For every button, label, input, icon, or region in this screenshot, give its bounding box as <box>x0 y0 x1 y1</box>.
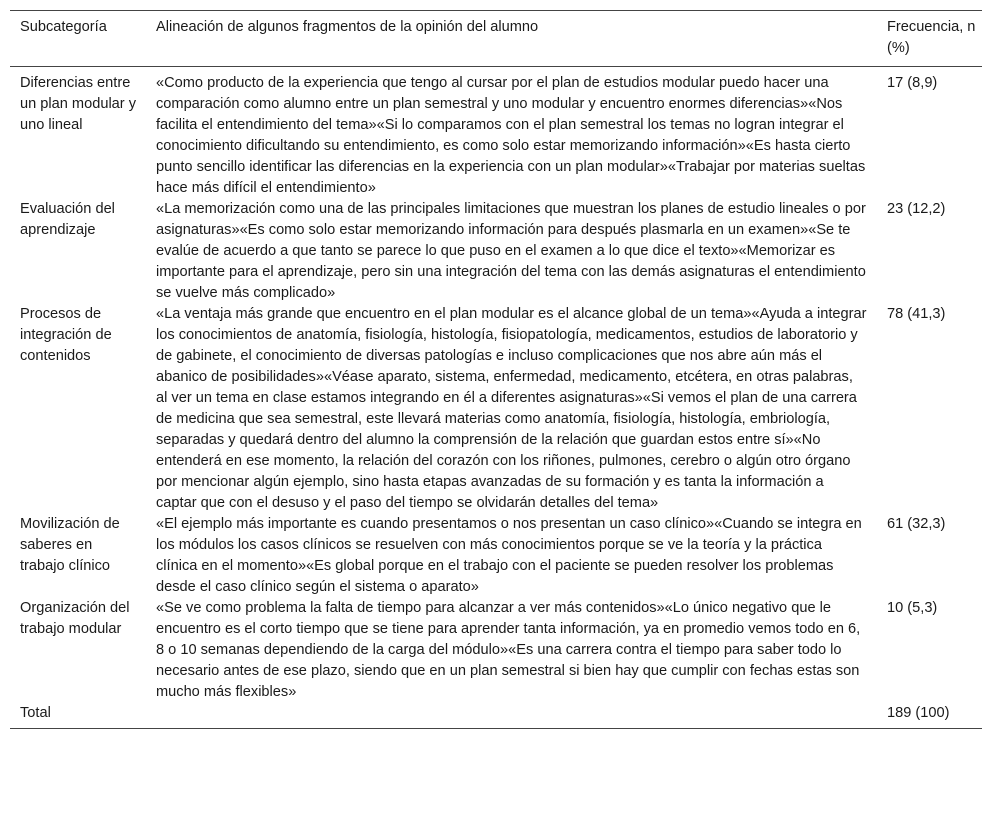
subcategory-cell: Movilización de saberes en trabajo clínico <box>20 516 120 574</box>
table-body <box>10 67 982 729</box>
total-frequency: 189 (100) <box>887 705 950 721</box>
fragments-cell: «Como producto de la experiencia que tengo al cursar por el plan de estudios modular puedo hacer una comparación como alumno entre un plan semestral y uno modular y encuentro enormes diferencias»«Nos facilita el entendimiento del tema»«Si lo comparamos con el plan semestral los temas no logran integrar el conocimiento dificultando su entendimiento, es como solo estar memorizando información»«Es hasta cierto punto sencillo identificar las diferencias en la experiencia con un plan modular»«Trabajar por materias sueltas hace más difícil el entendimiento» <box>156 75 866 196</box>
table-header <box>10 11 982 67</box>
table-row <box>10 67 982 200</box>
subcategory-cell: Procesos de integración de contenidos <box>20 306 112 364</box>
frequency-cell: 17 (8,9) <box>887 75 938 91</box>
frequency-cell: 10 (5,3) <box>887 600 938 616</box>
subcategory-cell: Organización del trabajo modular <box>20 600 130 637</box>
table-row <box>10 514 982 598</box>
fragments-cell: «El ejemplo más importante es cuando presentamos o nos presentan un caso clínico»«Cuando se integra en los módulos los casos clínicos se resuelven con más conocimientos porque se ve la teoría y la práctica clínica en el momento»«Es global porque en el trabajo con el paciente se pueden resolver los problemas desde el caso clínico según el sistema o aparato» <box>156 516 862 595</box>
frequency-cell: 78 (41,3) <box>887 306 946 322</box>
total-row <box>10 703 982 729</box>
frequency-cell: 23 (12,2) <box>887 201 946 217</box>
opinion-table <box>10 10 982 729</box>
fragments-cell: «Se ve como problema la falta de tiempo para alcanzar a ver más contenidos»«Lo único negativo que le encuentro es el corto tiempo que se tiene para aprender tanta información, ya en promedio vemos todo en 6, 8 o 10 semanas dependiendo de la carga del módulo»«Es una carrera contra el tiempo para saber todo lo necesario antes de ese plazo, siendo que en un plan semestral si bien hay que cumplir con fechas estas son mucho más flexibles» <box>156 600 861 700</box>
header-frequency: Frecuencia, n (%) <box>887 19 976 56</box>
table-row <box>10 199 982 304</box>
header-subcategory: Subcategoría <box>20 19 107 35</box>
total-label: Total <box>20 705 51 721</box>
frequency-cell: 61 (32,3) <box>887 516 946 532</box>
fragments-cell: «La ventaja más grande que encuentro en el plan modular es el alcance global de un tema»«Ayuda a integrar los conocimientos de anatomía, fisiología, histología, fisiopatología, medicamentos, estudios de laboratorio y de gabinete, el conocimiento de diversas patologías e incluso complicaciones que nos abre aún más el abanico de posibilidades»«Véase aparato, sistema, enfermedad, medicamento, etcétera, en otras palabras, al ver un tema en clase estamos integrando en él a diferentes asignaturas»«Si vemos el plan de una carrera de medicina que sea semestral, este llevará materias como anatomía, fisiología, histología, embriología, separadas y quedará dentro del alumno la comprensión de la relación que guardan estos entre sí»«No entenderá en ese momento, la relación del corazón con los riñones, pulmones, cerebro o algún otro órgano por mencionar algún ejemplo, sino hasta etapas avanzadas de su formación y es tanta la información a captar que con el desuso y el paso del tiempo se olvidarán detalles del tema» <box>156 306 867 511</box>
fragments-cell: «La memorización como una de las principales limitaciones que muestran los planes de estudio lineales o por asignaturas»«Es como solo estar memorizando información para después plasmarla en un examen»«Se te evalúe de acuerdo a que tanto se parece lo que puso en el examen a lo que dice el texto»«Memorizar es importante para el aprendizaje, pero sin una integración del tema con las demás asignaturas el entendimiento se vuelve más complicado» <box>156 201 866 301</box>
table-row <box>10 598 982 703</box>
header-alignment: Alineación de algunos fragmentos de la opinión del alumno <box>156 19 539 35</box>
total-fragments-cell <box>146 703 877 729</box>
header-row <box>10 11 982 67</box>
subcategory-cell: Evaluación del aprendizaje <box>20 201 115 238</box>
table-row <box>10 304 982 514</box>
subcategory-cell: Diferencias entre un plan modular y uno lineal <box>20 75 137 133</box>
